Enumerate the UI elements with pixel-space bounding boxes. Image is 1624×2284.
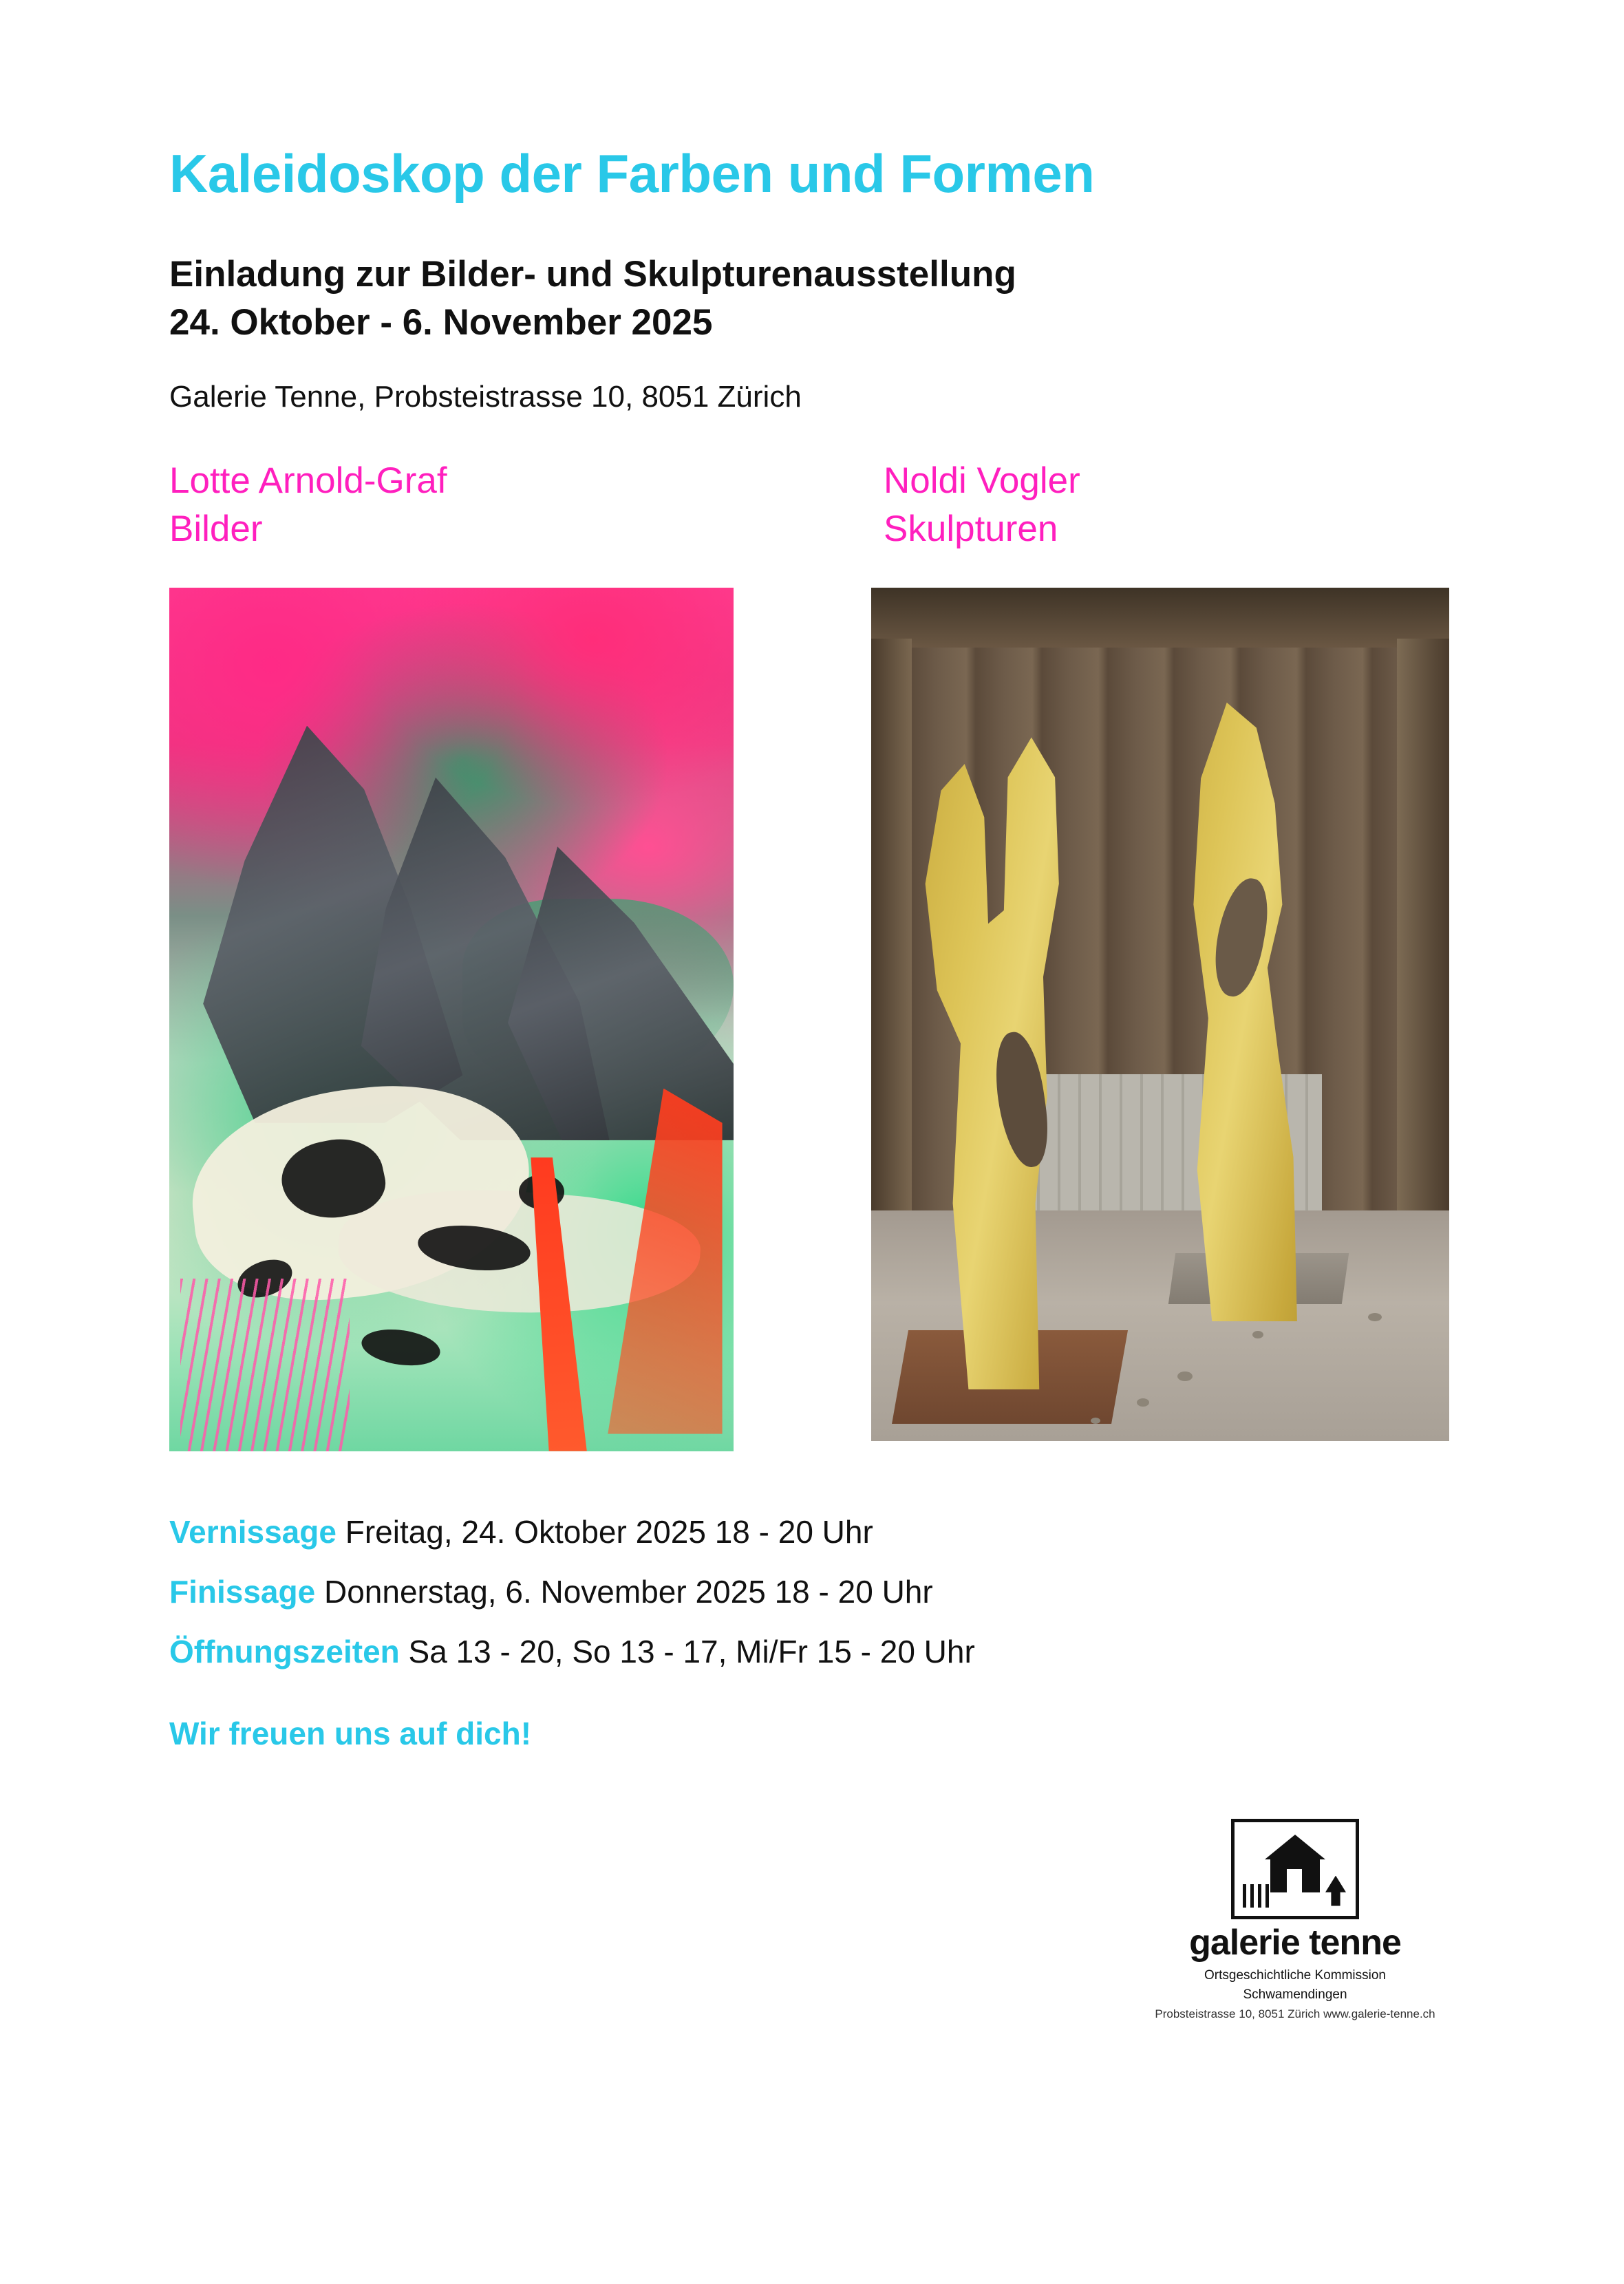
photo-scene	[871, 588, 1449, 1441]
pebble	[1091, 1418, 1100, 1424]
artwork-images	[169, 588, 1470, 1455]
logo-organisation: Ortsgeschichtliche Kommission Schwamendingen	[1204, 1967, 1386, 2002]
painting-pink-hatching	[180, 1279, 350, 1451]
pebble	[1177, 1372, 1193, 1381]
roof-shape	[1265, 1835, 1325, 1859]
detail-value: Sa 13 - 20, So 13 - 17, Mi/Fr 15 - 20 Uhr	[408, 1634, 975, 1670]
gallery-logo	[1151, 1819, 1440, 2023]
poster-content	[169, 145, 1470, 1752]
artist-noldi-vogler	[884, 457, 1080, 554]
detail-label: Vernissage	[169, 1513, 336, 1550]
artists-block	[169, 457, 1470, 588]
photo-yellow-sculptures-image	[871, 588, 1449, 1441]
detail-vernissage	[169, 1510, 1470, 1555]
venue-address: Galerie Tenne, Probsteistrasse 10, 8051 Zürich	[169, 379, 802, 414]
closing-message: Wir freuen uns auf dich!	[169, 1715, 532, 1751]
fence-shape	[1243, 1884, 1270, 1908]
detail-label: Öffnungszeiten	[169, 1634, 400, 1670]
logo-wordmark: galerie tenne	[1189, 1922, 1401, 1963]
subtitle-line-2: 24. Oktober - 6. November 2025	[169, 301, 713, 343]
door-frame-right	[1397, 639, 1449, 1253]
detail-finissage	[169, 1570, 1470, 1614]
logo-subtitle	[1151, 1966, 1440, 2023]
door-frame-left	[871, 639, 912, 1219]
artist-lotte-arnold-graf	[169, 457, 447, 554]
house-body-shape	[1270, 1859, 1320, 1892]
wooden-beam	[871, 588, 1449, 648]
artist-role: Skulpturen	[884, 509, 1058, 550]
detail-opening-hours	[169, 1630, 1470, 1674]
subtitle-line-1: Einladung zur Bilder- und Skulpturenausstellung	[169, 253, 1016, 295]
painting-black-splash	[359, 1325, 442, 1370]
detail-value: Donnerstag, 6. November 2025 18 - 20 Uhr	[323, 1574, 933, 1610]
detail-value: Freitag, 24. Oktober 2025 18 - 20 Uhr	[345, 1513, 873, 1550]
subtitle	[169, 250, 1470, 347]
artist-name: Lotte Arnold-Graf	[169, 460, 447, 501]
event-details	[169, 1510, 1470, 1752]
logo-address: Probsteistrasse 10, 8051 Zürich www.galerie-tenne.ch	[1155, 2007, 1435, 2020]
page-title: Kaleidoskop der Farben und Formen	[169, 143, 1095, 204]
painting-canvas	[169, 588, 734, 1451]
detail-label: Finissage	[169, 1574, 316, 1610]
tree-icon	[1325, 1876, 1346, 1906]
painting-abstract-mountain-image	[169, 588, 734, 1451]
artist-name: Noldi Vogler	[884, 460, 1080, 501]
barn-house-icon	[1231, 1819, 1359, 1919]
artist-role: Bilder	[169, 509, 263, 550]
